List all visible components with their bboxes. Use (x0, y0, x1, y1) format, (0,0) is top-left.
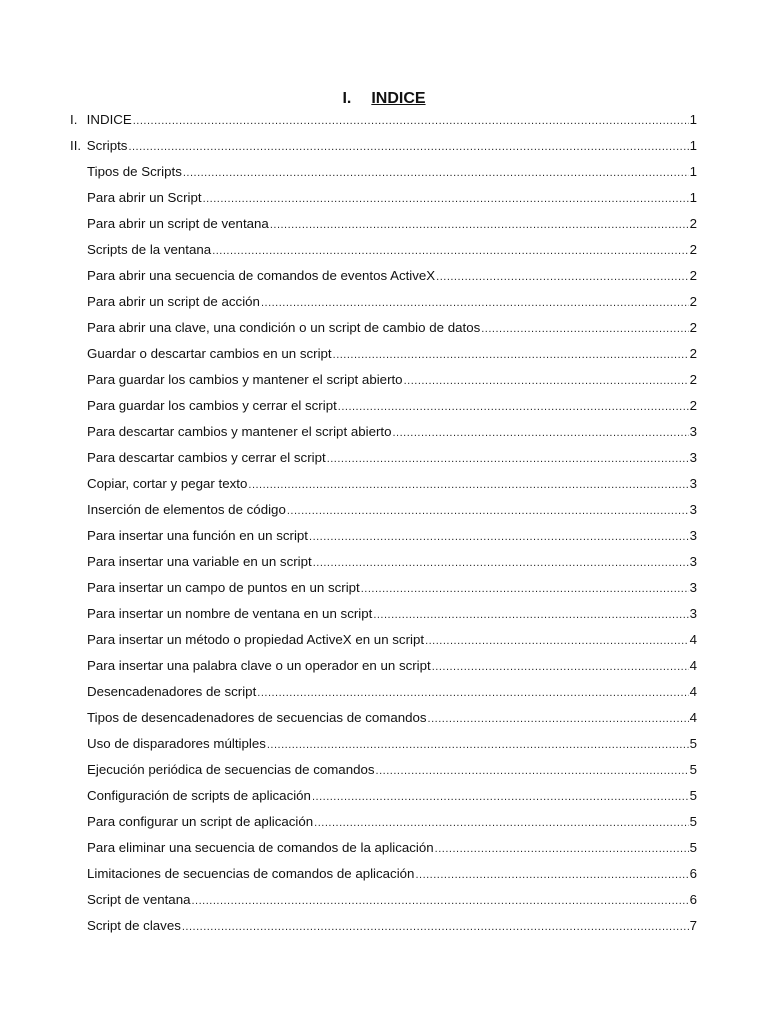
dot-leader (182, 914, 689, 940)
toc-entry-label: Para insertar una variable en un script (87, 554, 312, 569)
toc-entry-page: 4 (689, 684, 697, 699)
toc-entry[interactable] (70, 809, 697, 835)
toc-entry-label: Para insertar una palabra clave o un operador en un script (87, 658, 431, 673)
toc-entry[interactable] (70, 341, 697, 367)
toc-entry-label: Para insertar un campo de puntos en un script (87, 580, 360, 595)
toc-entry[interactable] (70, 835, 697, 861)
toc-entry-page: 4 (689, 632, 697, 647)
toc-entry-page: 3 (689, 502, 697, 517)
toc-entry-label: Script de ventana (87, 892, 191, 907)
toc-entry-label: INDICE (86, 112, 132, 127)
toc-entry-label: Guardar o descartar cambios en un script (87, 346, 332, 361)
toc-entry-page: 5 (689, 788, 697, 803)
dot-leader (312, 784, 689, 810)
toc-entry-page: 4 (689, 658, 697, 673)
toc-entry-page: 2 (689, 242, 697, 257)
toc-entry-page: 3 (689, 580, 697, 595)
heading-title: INDICE (371, 90, 426, 107)
dot-leader (333, 342, 689, 368)
toc-entry[interactable] (70, 913, 697, 939)
toc-entry[interactable] (70, 133, 697, 159)
toc-entry-page: 2 (689, 268, 697, 283)
toc-entry[interactable] (70, 289, 697, 315)
toc-entry-label: Configuración de scripts de aplicación (87, 788, 311, 803)
toc-entry[interactable] (70, 887, 697, 913)
toc-entry[interactable] (70, 523, 697, 549)
toc-entry-page: 3 (689, 606, 697, 621)
dot-leader (432, 654, 689, 680)
toc-entry-page: 7 (689, 918, 697, 933)
toc-entry[interactable] (70, 705, 697, 731)
toc-entry-page: 3 (689, 450, 697, 465)
table-of-contents (70, 107, 697, 939)
toc-entry[interactable] (70, 393, 697, 419)
toc-entry-page: 6 (689, 866, 697, 881)
toc-entry-number: I. (70, 112, 78, 127)
toc-entry[interactable] (70, 315, 697, 341)
dot-leader (415, 862, 688, 888)
dot-leader (261, 290, 689, 316)
toc-entry-label: Copiar, cortar y pegar texto (87, 476, 248, 491)
toc-entry-page: 3 (689, 424, 697, 439)
toc-entry-label: Para descartar cambios y mantener el script abierto (87, 424, 392, 439)
toc-entry-label: Para eliminar una secuencia de comandos de la aplicación (87, 840, 434, 855)
dot-leader (287, 498, 689, 524)
dot-leader (203, 186, 689, 212)
dot-leader (373, 602, 688, 628)
dot-leader (428, 706, 689, 732)
heading-number: I. (342, 90, 352, 107)
dot-leader (481, 316, 688, 342)
toc-entry-page: 2 (689, 216, 697, 231)
toc-entry-page: 2 (689, 320, 697, 335)
toc-entry-page: 6 (689, 892, 697, 907)
toc-entry[interactable] (70, 549, 697, 575)
dot-leader (128, 134, 688, 160)
toc-entry-label: Script de claves (87, 918, 181, 933)
toc-entry[interactable] (70, 367, 697, 393)
toc-entry[interactable] (70, 679, 697, 705)
toc-entry-page: 1 (689, 138, 697, 153)
toc-entry-label: Uso de disparadores múltiples (87, 736, 266, 751)
toc-entry-page: 2 (689, 294, 697, 309)
toc-entry-label: Para abrir un script de ventana (87, 216, 269, 231)
dot-leader (314, 810, 688, 836)
dot-leader (133, 108, 689, 134)
toc-entry[interactable] (70, 627, 697, 653)
toc-entry-label: Scripts (86, 138, 128, 153)
dot-leader (361, 576, 689, 602)
dot-leader (338, 394, 689, 420)
toc-entry[interactable] (70, 107, 697, 133)
toc-entry[interactable] (70, 497, 697, 523)
toc-entry-label: Tipos de desencadenadores de secuencias de comandos (87, 710, 427, 725)
toc-entry-page: 2 (689, 398, 697, 413)
toc-entry[interactable] (70, 861, 697, 887)
toc-entry-label: Para descartar cambios y cerrar el script (87, 450, 326, 465)
toc-entry[interactable] (70, 575, 697, 601)
toc-entry-number: II. (70, 138, 82, 153)
toc-entry-label: Para abrir un Script (87, 190, 202, 205)
dot-leader (327, 446, 689, 472)
toc-entry-page: 3 (689, 476, 697, 491)
toc-entry-page: 2 (689, 346, 697, 361)
toc-entry-label: Scripts de la ventana (87, 242, 212, 257)
toc-entry[interactable] (70, 159, 697, 185)
dot-leader (257, 680, 688, 706)
toc-entry-label: Ejecución periódica de secuencias de comandos (87, 762, 375, 777)
toc-entry[interactable] (70, 731, 697, 757)
dot-leader (192, 888, 689, 914)
toc-entry-label: Tipos de Scripts (87, 164, 182, 179)
dot-leader (183, 160, 689, 186)
toc-entry-label: Para guardar los cambios y cerrar el script (87, 398, 337, 413)
toc-entry[interactable] (70, 419, 697, 445)
toc-entry-page: 3 (689, 554, 697, 569)
toc-entry[interactable] (70, 601, 697, 627)
toc-entry-label: Para abrir un script de acción (87, 294, 260, 309)
toc-entry-page: 2 (689, 372, 697, 387)
toc-entry-page: 4 (689, 710, 697, 725)
dot-leader (270, 212, 689, 238)
dot-leader (376, 758, 689, 784)
toc-entry-label: Para insertar una función en un script (87, 528, 309, 543)
toc-entry-label: Para abrir una secuencia de comandos de eventos ActiveX (87, 268, 436, 283)
toc-entry[interactable] (70, 211, 697, 237)
dot-leader (393, 420, 689, 446)
toc-entry-page: 5 (689, 762, 697, 777)
toc-entry[interactable] (70, 263, 697, 289)
toc-entry-label: Para insertar un método o propiedad ActiveX en un script (87, 632, 425, 647)
dot-leader (309, 524, 689, 550)
toc-entry-page: 1 (689, 112, 697, 127)
toc-entry[interactable] (70, 653, 697, 679)
toc-entry[interactable] (70, 471, 697, 497)
toc-entry-page: 5 (689, 814, 697, 829)
toc-entry-page: 5 (689, 840, 697, 855)
dot-leader (248, 472, 688, 498)
toc-entry-label: Para configurar un script de aplicación (87, 814, 314, 829)
dot-leader (404, 368, 689, 394)
toc-entry[interactable] (70, 185, 697, 211)
toc-entry-label: Desencadenadores de script (87, 684, 257, 699)
toc-entry-label: Para insertar un nombre de ventana en un script (87, 606, 373, 621)
dot-leader (435, 836, 689, 862)
dot-leader (425, 628, 689, 654)
toc-entry[interactable] (70, 237, 697, 263)
toc-entry-page: 5 (689, 736, 697, 751)
toc-entry-label: Para abrir una clave, una condición o un script de cambio de datos (87, 320, 481, 335)
dot-leader (436, 264, 688, 290)
dot-leader (313, 550, 689, 576)
toc-entry[interactable] (70, 783, 697, 809)
toc-entry-page: 1 (689, 164, 697, 179)
toc-entry-page: 1 (689, 190, 697, 205)
toc-entry[interactable] (70, 445, 697, 471)
toc-entry-page: 3 (689, 528, 697, 543)
toc-entry-label: Inserción de elementos de código (87, 502, 286, 517)
toc-entry-label: Para guardar los cambios y mantener el script abierto (87, 372, 403, 387)
dot-leader (267, 732, 689, 758)
toc-entry-label: Limitaciones de secuencias de comandos de aplicación (87, 866, 415, 881)
toc-entry[interactable] (70, 757, 697, 783)
dot-leader (212, 238, 688, 264)
